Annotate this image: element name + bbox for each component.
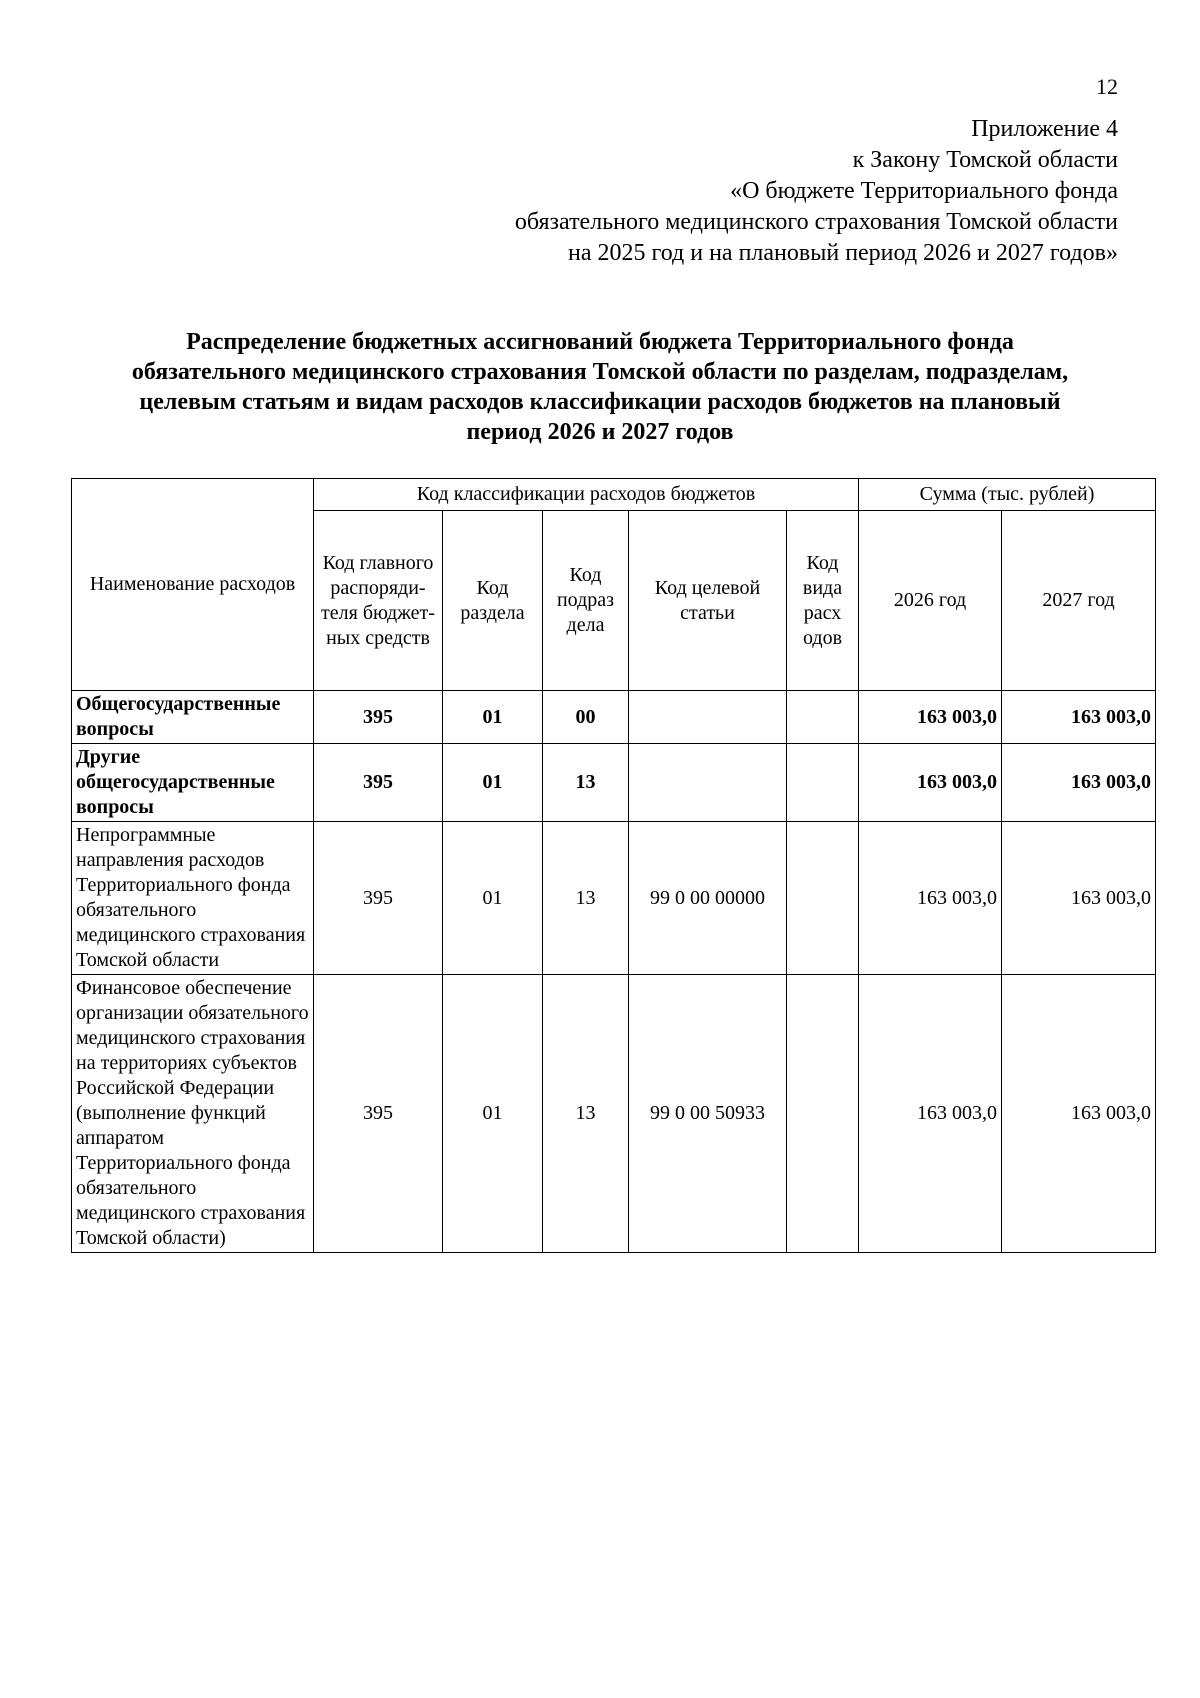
title-line: период 2026 и 2027 годов — [466, 419, 734, 445]
header-code-vr: Код вида расх одов — [787, 511, 859, 691]
row-vr — [787, 975, 859, 1253]
row-rz: 01 — [443, 822, 543, 975]
row-gr: 395 — [314, 975, 443, 1253]
row-gr: 395 — [314, 822, 443, 975]
appendix-line: обязательного медицинского страхования Томской области — [514, 209, 1118, 235]
table-row — [72, 691, 1156, 744]
row-pr: 13 — [543, 822, 629, 975]
header-year-2026: 2026 год — [859, 511, 1002, 691]
row-gr: 395 — [314, 744, 443, 822]
header-sum-group: Сумма (тыс. рублей) — [859, 479, 1156, 511]
header-code-podrazdel: Код подраз дела — [543, 511, 629, 691]
table-row — [72, 975, 1156, 1253]
table-row — [72, 744, 1156, 822]
row-vr — [787, 744, 859, 822]
title-line: целевым статьям и видам расходов классификации расходов бюджетов на плановый — [139, 389, 1061, 415]
row-cs — [629, 691, 787, 744]
header-classification-group: Код классификации расходов бюджетов — [314, 479, 859, 511]
row-cs: 99 0 00 50933 — [629, 975, 787, 1253]
row-sum-2026: 163 003,0 — [859, 744, 1002, 822]
row-sum-2027: 163 003,0 — [1002, 691, 1156, 744]
header-code-razdel: Код раздела — [443, 511, 543, 691]
row-rz: 01 — [443, 691, 543, 744]
header-name: Наименование расходов — [72, 479, 314, 691]
title-line: обязательного медицинского страхования Томской области по разделам, подразделам, — [131, 359, 1069, 385]
row-sum-2026: 163 003,0 — [859, 975, 1002, 1253]
table-row — [72, 822, 1156, 975]
row-name: Финансовое обеспечение организации обязательного медицинского страхования на территориях субъектов Российской Федерации (выполнение функций аппаратом Территориального фонда обязательного медицинского страхования Томской области) — [72, 975, 314, 1253]
row-name: Непрограммные направления расходов Территориального фонда обязательного медицинского страхования Томской области — [72, 822, 314, 975]
row-vr — [787, 691, 859, 744]
row-sum-2026: 163 003,0 — [859, 691, 1002, 744]
document-title — [70, 327, 1130, 447]
row-pr: 13 — [543, 975, 629, 1253]
row-rz: 01 — [443, 744, 543, 822]
row-pr: 13 — [543, 744, 629, 822]
row-sum-2026: 163 003,0 — [859, 822, 1002, 975]
title-line: Распределение бюджетных ассигнований бюджета Территориального фонда — [186, 329, 1014, 355]
page-number: 12 — [1096, 74, 1118, 99]
row-pr: 00 — [543, 691, 629, 744]
row-rz: 01 — [443, 975, 543, 1253]
header-year-2027: 2027 год — [1002, 511, 1156, 691]
appendix-line: Приложение 4 — [971, 116, 1118, 142]
row-name: Общегосударственные вопросы — [72, 691, 314, 744]
appendix-line: к Закону Томской области — [852, 147, 1118, 173]
row-vr — [787, 822, 859, 975]
row-gr: 395 — [314, 691, 443, 744]
row-cs: 99 0 00 00000 — [629, 822, 787, 975]
row-sum-2027: 163 003,0 — [1002, 975, 1156, 1253]
budget-table — [71, 478, 1156, 1253]
appendix-line: «О бюджете Территориального фонда — [730, 178, 1118, 204]
appendix-line: на 2025 год и на плановый период 2026 и 2027 годов» — [567, 240, 1118, 266]
row-cs — [629, 744, 787, 822]
header-code-cs: Код целевой статьи — [629, 511, 787, 691]
row-sum-2027: 163 003,0 — [1002, 822, 1156, 975]
row-name: Другие общегосударственные вопросы — [72, 744, 314, 822]
appendix-block — [515, 114, 1118, 269]
header-code-gr: Код главного распоряди-теля бюджет-ных средств — [314, 511, 443, 691]
row-sum-2027: 163 003,0 — [1002, 744, 1156, 822]
